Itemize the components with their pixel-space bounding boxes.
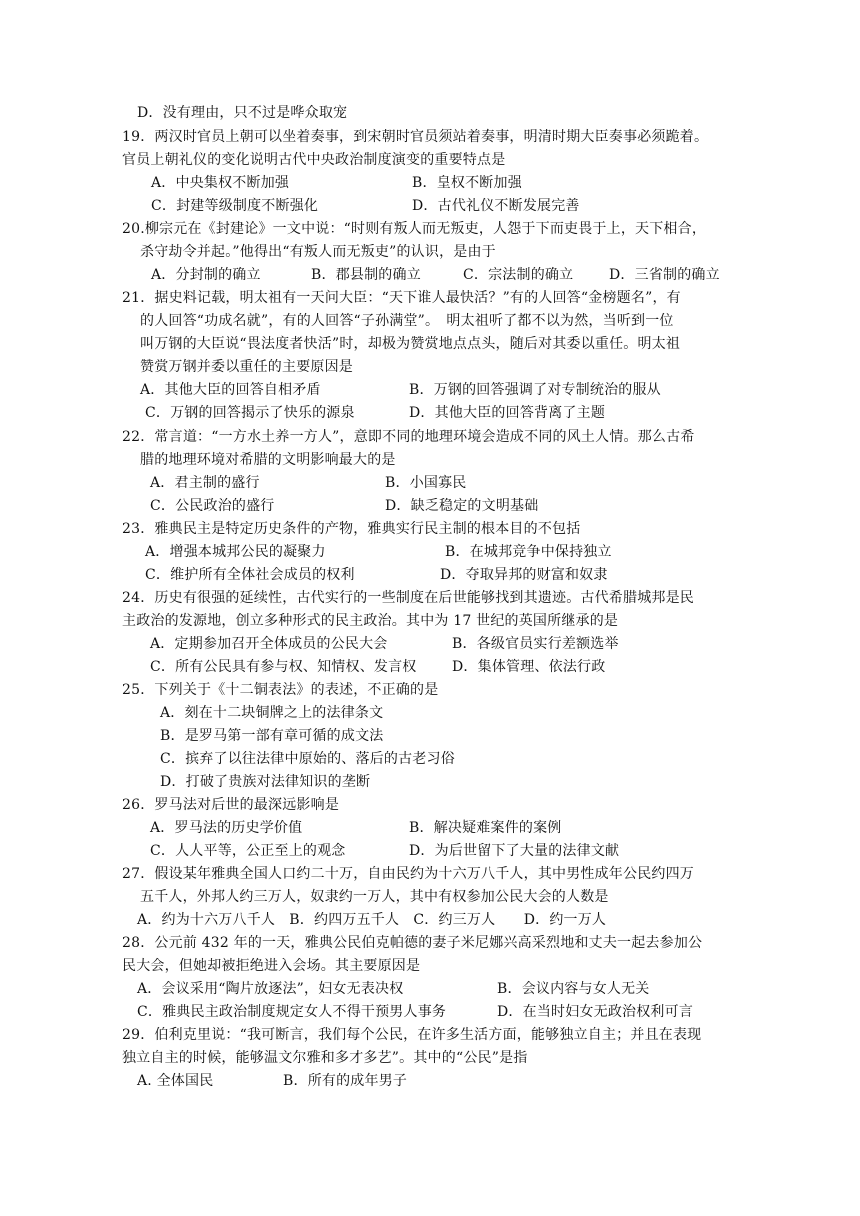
q19-option-c: C．封建等级制度不断强化 bbox=[151, 198, 319, 214]
q21-option-c: C．万钢的回答揭示了快乐的源泉 bbox=[145, 405, 355, 421]
q20-option-b: B．郡县制的确立 bbox=[311, 267, 421, 283]
q18-option-d: D．没有理由，只不过是哗众取宠 bbox=[137, 105, 348, 121]
q23-option-b: B．在城邦竞争中保持独立 bbox=[445, 544, 612, 560]
q26-option-c: C．人人平等，公正至上的观念 bbox=[150, 843, 346, 859]
q19-option-b: B．皇权不断加强 bbox=[412, 175, 522, 191]
q20-stem-cont: 杀守劫令并起。”他得出“有叛人而无叛吏”的认识，是由于 bbox=[140, 244, 496, 260]
q24-option-a: A．定期参加召开全体成员的公民大会 bbox=[150, 636, 388, 652]
q25-option-a: A．刻在十二块铜牌之上的法律条文 bbox=[160, 705, 384, 721]
q19-stem-cont: 官员上朝礼仪的变化说明古代中央政治制度演变的重要特点是 bbox=[122, 152, 506, 168]
q22-option-b: B．小国寡民 bbox=[385, 475, 467, 491]
q28-stem: 28．公元前 432 年的一天，雅典公民伯克帕德的妻子米尼娜兴高采烈地和丈夫一起去参加公 bbox=[122, 935, 703, 951]
q29-stem-cont: 独立自主的时候，能够温文尔雅和多才多艺”。其中的“公民”是指 bbox=[122, 1050, 528, 1066]
q21-option-b: B．万钢的回答强调了对专制统治的服从 bbox=[409, 382, 661, 398]
q25-option-b: B．是罗马第一部有章可循的成文法 bbox=[160, 728, 384, 744]
q19-stem: 19．两汉时官员上朝可以坐着奏事，到宋朝时官员须站着奏事，明清时期大臣奏事必须跪着。 bbox=[122, 129, 709, 145]
q26-option-d: D．为后世留下了大量的法律文献 bbox=[409, 843, 620, 859]
q25-stem: 25．下列关于《十二铜表法》的表述，不正确的是 bbox=[122, 682, 439, 698]
q22-option-c: C．公民政治的盛行 bbox=[150, 498, 275, 514]
q23-option-c: C．维护所有全体社会成员的权利 bbox=[145, 567, 355, 583]
q21-stem-cont-2: 叫万钢的大臣说“畏法度者快活”时，却极为赞赏地点点头，随后对其委以重任。明太祖 bbox=[140, 336, 681, 352]
q27-options: A．约为十六万八千人 B．约四万五千人 C．约三万人 D．约一万人 bbox=[137, 912, 607, 928]
q25-option-d: D．打破了贵族对法律知识的垄断 bbox=[160, 774, 371, 790]
q26-stem: 26．罗马法对后世的最深远影响是 bbox=[122, 797, 340, 813]
q28-option-a: A．会议采用“陶片放逐法”，妇女无表决权 bbox=[137, 981, 404, 997]
q20-option-c: C．宗法制的确立 bbox=[463, 267, 574, 283]
q29-stem: 29．伯利克里说：“我可断言，我们每个公民，在许多生活方面，能够独立自主；并且在表现 bbox=[122, 1027, 702, 1043]
q27-stem-cont: 五千人，外邦人约三万人，奴隶约一万人，其中有权参加公民大会的人数是 bbox=[140, 889, 609, 905]
q21-option-a: A．其他大臣的回答自相矛盾 bbox=[140, 382, 321, 398]
q21-stem: 21．据史料记载，明太祖有一天问大臣：“天下谁人最快活？”有的人回答“金榜题名”，有 bbox=[122, 290, 681, 306]
q28-stem-cont: 民大会，但她却被拒绝进入会场。其主要原因是 bbox=[122, 958, 421, 974]
q28-option-c: C．雅典民主政治制度规定女人不得干预男人事务 bbox=[137, 1004, 447, 1020]
q24-option-c: C．所有公民具有参与权、知情权、发言权 bbox=[150, 659, 417, 675]
q20-option-d: D．三省制的确立 bbox=[609, 267, 720, 283]
q24-stem-cont: 主政治的发源地，创立多种形式的民主政治。其中为 17 世纪的英国所继承的是 bbox=[122, 613, 619, 629]
q24-option-d: D．集体管理、依法行政 bbox=[452, 659, 606, 675]
q22-option-a: A．君主制的盛行 bbox=[150, 475, 260, 491]
q24-option-b: B．各级官员实行差额选举 bbox=[452, 636, 619, 652]
q26-option-b: B．解决疑难案件的案例 bbox=[409, 820, 562, 836]
q23-option-d: D．夺取异邦的财富和奴隶 bbox=[440, 567, 608, 583]
q27-stem: 27．假设某年雅典全国人口约二十万，自由民约为十六万八千人，其中男性成年公民约四万 bbox=[122, 866, 695, 882]
q20-stem: 20.柳宗元在《封建论》一文中说：“时则有叛人而无叛吏，人怨于下而吏畏于上，天下相合， bbox=[122, 221, 707, 237]
q22-stem: 22．常言道：“一方水土养一方人”，意即不同的地理环境会造成不同的风土人情。那么古希 bbox=[122, 429, 695, 445]
q28-option-d: D．在当时妇女无政治权利可言 bbox=[497, 1004, 694, 1020]
q24-stem: 24．历史有很强的延续性，古代实行的一些制度在后世能够找到其遗迹。古代希腊城邦是民 bbox=[122, 590, 695, 606]
q26-option-a: A．罗马法的历史学价值 bbox=[150, 820, 303, 836]
q22-option-d: D．缺乏稳定的文明基础 bbox=[385, 498, 539, 514]
q19-option-d: D．古代礼仪不断发展完善 bbox=[412, 198, 580, 214]
q29-option-b: B．所有的成年男子 bbox=[283, 1073, 408, 1089]
q29-option-a: A. 全体国民 bbox=[137, 1073, 214, 1089]
q23-option-a: A．增强本城邦公民的凝聚力 bbox=[145, 544, 326, 560]
q20-option-a: A．分封制的确立 bbox=[151, 267, 261, 283]
q19-option-a: A．中央集权不断加强 bbox=[151, 175, 290, 191]
q21-stem-cont-1: 的人回答“功成名就”，有的人回答“子孙满堂”。 明太祖听了都不以为然，当听到一位 bbox=[140, 313, 674, 329]
q28-option-b: B．会议内容与女人无关 bbox=[497, 981, 650, 997]
q22-stem-cont: 腊的地理环境对希腊的文明影响最大的是 bbox=[140, 452, 396, 468]
q25-option-c: C．摈弃了以往法律中原始的、落后的古老习俗 bbox=[160, 751, 455, 767]
q23-stem: 23．雅典民主是特定历史条件的产物，雅典实行民主制的根本目的不包括 bbox=[122, 521, 581, 537]
q21-stem-cont-3: 赞赏万钢并委以重任的主要原因是 bbox=[140, 359, 353, 375]
q21-option-d: D．其他大臣的回答背离了主题 bbox=[409, 405, 606, 421]
